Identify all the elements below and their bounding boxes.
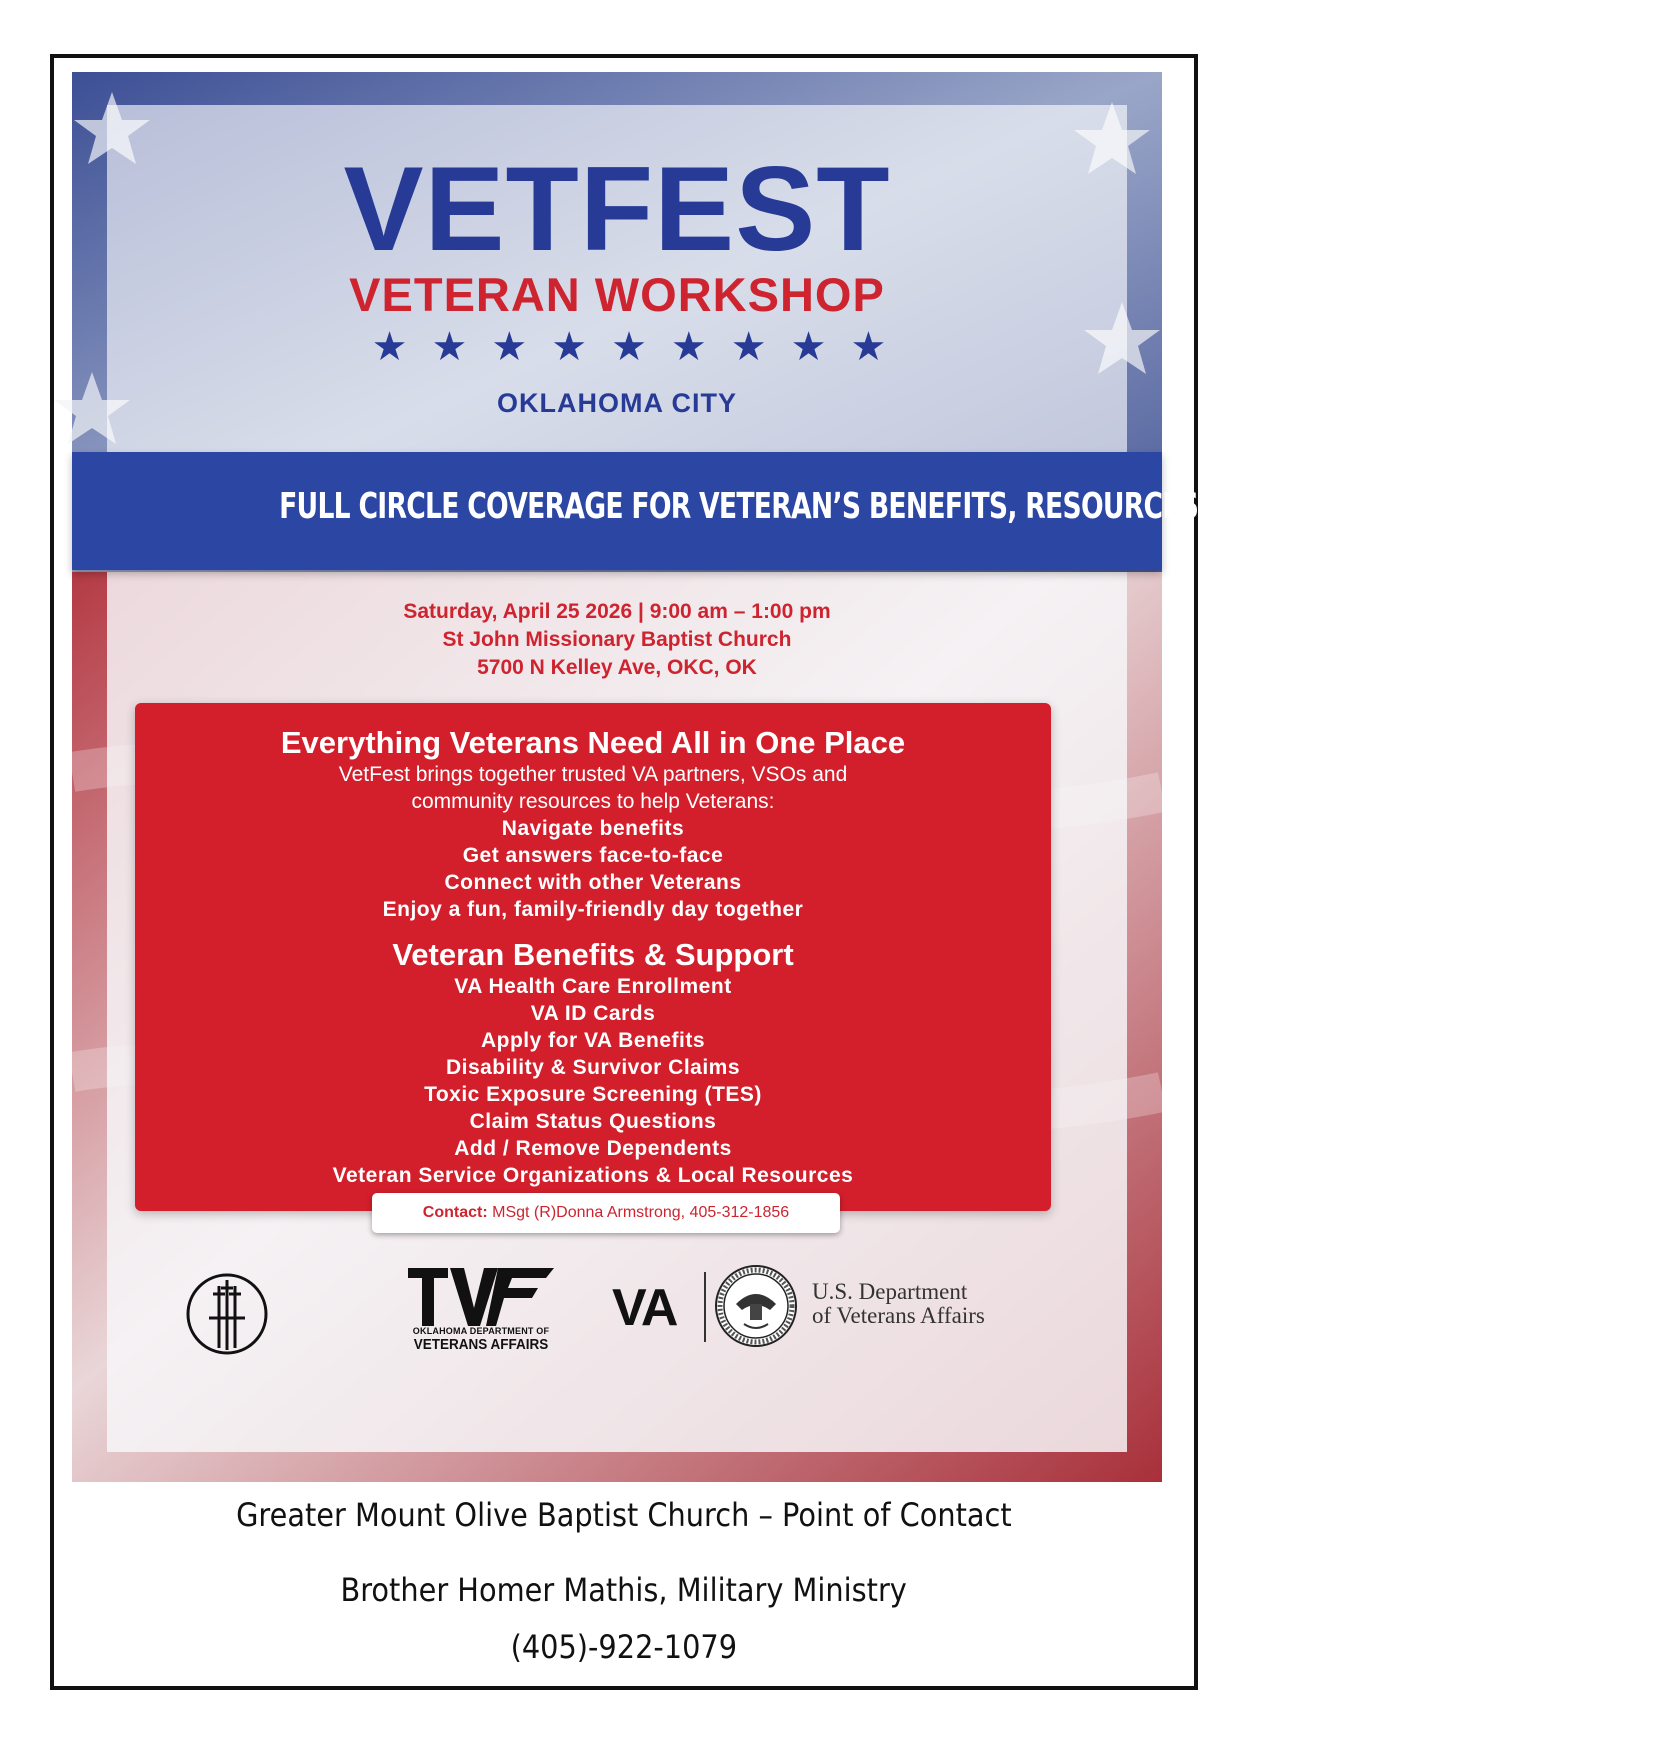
section1-intro-line2: community resources to help Veterans: [411,790,775,813]
event-info [72,598,1162,682]
banner-text: FULL CIRCLE COVERAGE FOR VETERAN’S BENEFITS, RESOURCES AND COMMUNITY [279,486,1458,527]
list-item: VA ID Cards [530,1002,656,1025]
event-title: VETFEST [343,142,891,276]
benefits-box [135,703,1051,1211]
footer-phone: (405)-922-1079 [510,1628,738,1666]
va-logo-text: VA [612,1279,677,1337]
coverage-banner [72,452,1458,570]
list-item: Apply for VA Benefits [480,1029,706,1052]
logo-row [72,1258,1162,1368]
event-subtitle: VETERAN WORKSHOP [349,268,885,321]
event-city: OKLAHOMA CITY [497,388,737,418]
contact-label: Contact: [422,1204,488,1221]
list-item: Get answers face-to-face [462,844,724,867]
event-address: 5700 N Kelley Ave, OKC, OK [477,656,757,679]
va-seal-icon [714,1264,798,1348]
usdva-line2: of Veterans Affairs [812,1303,985,1328]
odva-flag-icon [408,1268,554,1326]
section1-heading: Everything Veterans Need All in One Place [280,725,906,760]
footer-contact-name: Brother Homer Mathis, Military Ministry [340,1571,908,1609]
list-item: Claim Status Questions [469,1110,717,1133]
list-item: Navigate benefits [501,817,685,840]
list-item: Toxic Exposure Screening (TES) [424,1083,762,1106]
list-item: Connect with other Veterans [444,871,742,894]
list-item: VA Health Care Enrollment [454,975,732,998]
list-item: Enjoy a fun, family-friendly day together [382,898,804,921]
event-datetime: Saturday, April 25 2026 | 9:00 am – 1:00 pm [403,600,831,623]
stars-row-icon: ★★★★★★★★★ [371,325,911,369]
odva-line2: VETERANS AFFAIRS [413,1336,549,1353]
odva-line1: OKLAHOMA DEPARTMENT OF [412,1326,550,1336]
usdva-line1: U.S. Department [812,1279,968,1304]
section2-heading: Veteran Benefits & Support [392,937,794,972]
logo-divider [704,1272,706,1342]
list-item: Add / Remove Dependents [454,1137,732,1160]
flyer-image [72,72,1458,1482]
list-item: Veteran Service Organizations & Local Resources [332,1164,854,1187]
list-item: Disability & Survivor Claims [445,1056,741,1079]
contact-pill [372,1193,840,1233]
church-crosses-icon [185,1272,269,1356]
contact-value: MSgt (R)Donna Armstrong, 405-312-1856 [492,1204,790,1221]
odva-logo-text [406,1326,556,1353]
section1-intro-line1: VetFest brings together trusted VA partners, VSOs and [338,763,848,786]
usdva-logo-text [812,1280,985,1328]
footer-church: Greater Mount Olive Baptist Church – Point of Contact [236,1496,1012,1534]
event-venue: St John Missionary Baptist Church [442,628,792,651]
